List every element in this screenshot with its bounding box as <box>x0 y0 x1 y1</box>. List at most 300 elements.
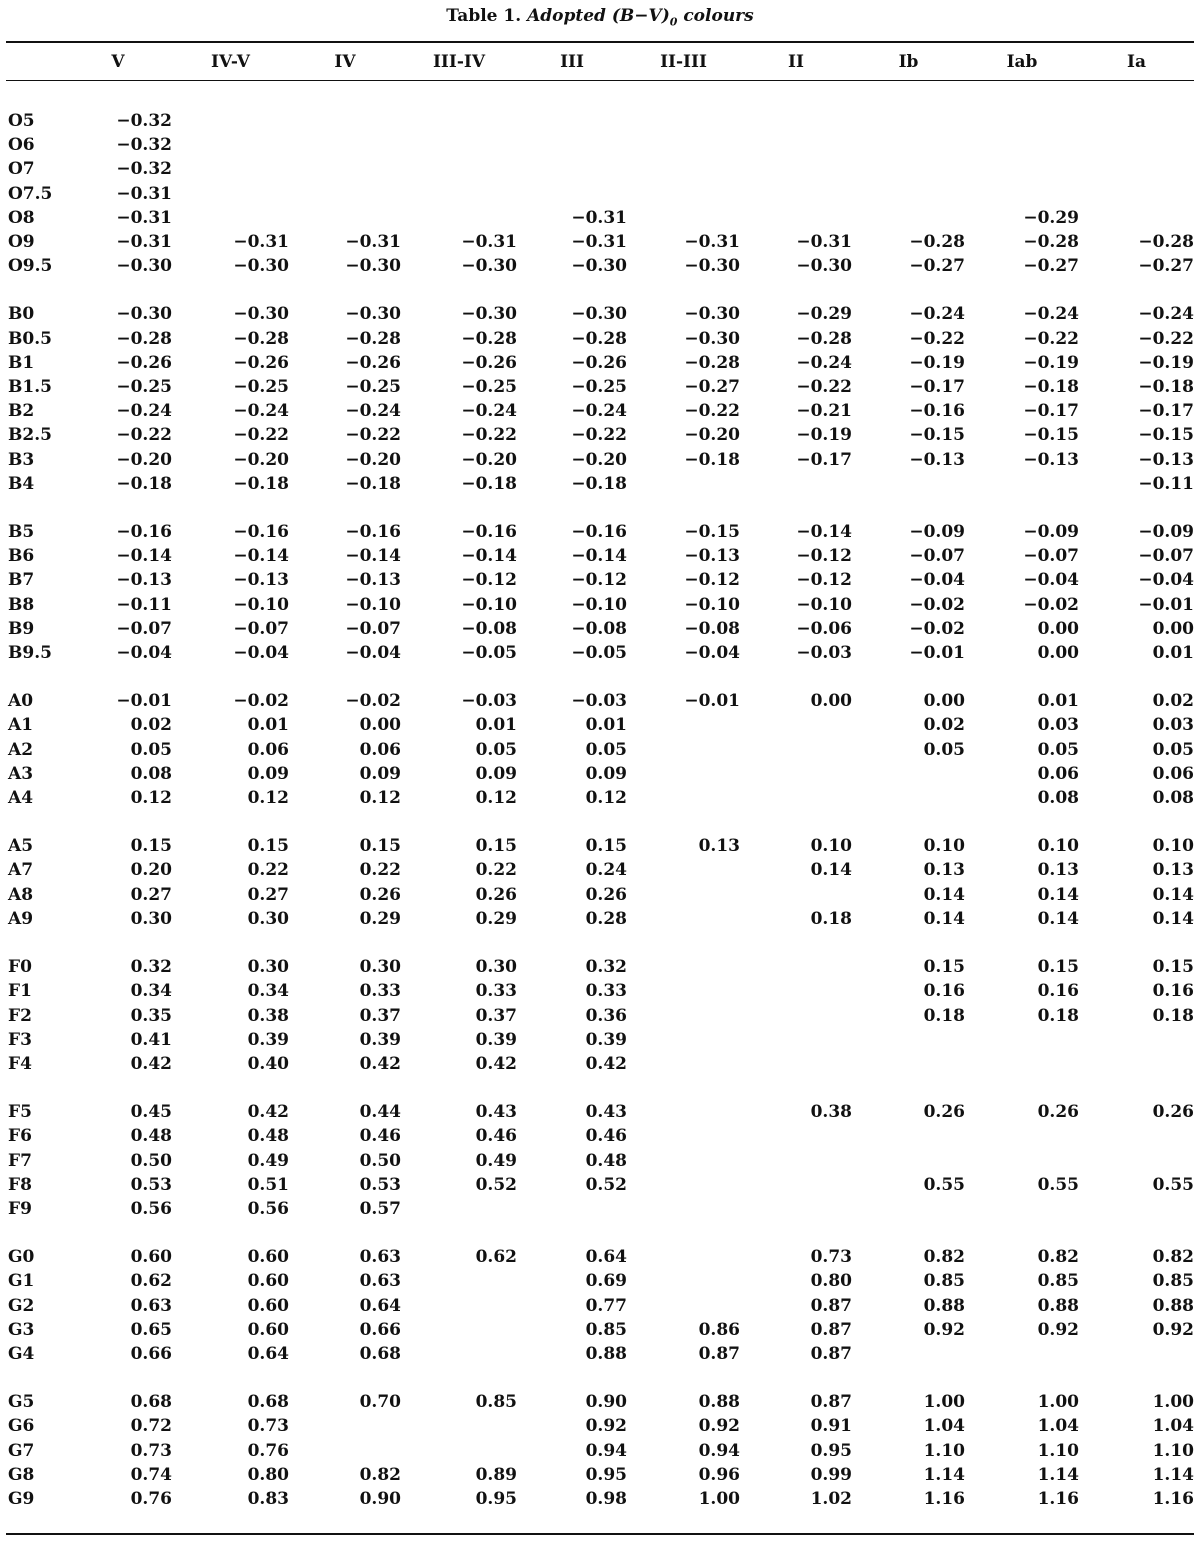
colour-value-cell: 0.22 <box>359 860 401 881</box>
colour-value-cell <box>401 1269 517 1293</box>
spectral-type-cell: B1.5 <box>8 377 52 398</box>
colour-value-cell <box>740 883 852 907</box>
colour-value-cell: −0.12 <box>796 546 852 567</box>
spectral-type-cell: B7 <box>8 570 35 591</box>
colour-value-cell: −0.13 <box>116 570 172 591</box>
colour-value-cell: 0.30 <box>247 957 289 978</box>
colour-value-cell: −0.30 <box>684 256 740 277</box>
colour-value-cell: 0.39 <box>359 1029 401 1050</box>
colour-value-cell: 0.26 <box>585 884 627 905</box>
colour-value-cell: −0.04 <box>909 570 965 591</box>
colour-value-cell <box>740 1173 852 1197</box>
spectral-type-cell: A1 <box>8 715 34 736</box>
colour-value-cell: 0.15 <box>923 957 965 978</box>
colour-value-cell: −0.16 <box>233 522 289 543</box>
colour-value-cell: −0.22 <box>345 425 401 446</box>
spectral-type-cell: G5 <box>8 1392 35 1413</box>
colour-value-cell: −0.25 <box>233 377 289 398</box>
table-row <box>6 979 1194 1003</box>
colour-value-cell: −0.02 <box>909 618 965 639</box>
colour-value-cell: −0.18 <box>116 473 172 494</box>
colour-value-cell: 0.28 <box>585 908 627 929</box>
group-spacer <box>6 80 1194 109</box>
colour-value-cell <box>965 182 1079 206</box>
table-row <box>6 157 1194 181</box>
colour-value-cell: 0.05 <box>130 739 172 760</box>
colour-value-cell: 0.92 <box>585 1416 627 1437</box>
colour-value-cell <box>627 955 740 979</box>
colour-value-cell: −0.27 <box>1023 256 1079 277</box>
colour-value-cell: 0.06 <box>247 739 289 760</box>
colour-value-cell: −0.19 <box>1023 352 1079 373</box>
colour-value-cell: −0.24 <box>1138 304 1194 325</box>
colour-value-cell: 0.05 <box>1152 739 1194 760</box>
colour-value-cell: −0.30 <box>116 304 172 325</box>
spectral-type-cell: F6 <box>8 1126 32 1147</box>
spectral-type-cell: O7 <box>8 159 35 180</box>
colour-value-cell: 0.56 <box>130 1198 172 1219</box>
colour-value-cell: 0.15 <box>1152 957 1194 978</box>
colour-value-cell <box>852 1149 965 1173</box>
colour-value-cell: −0.27 <box>1138 256 1194 277</box>
table-row <box>6 1463 1194 1487</box>
colour-value-cell <box>627 1173 740 1197</box>
colour-value-cell: 0.14 <box>810 860 852 881</box>
colour-value-cell: −0.02 <box>909 594 965 615</box>
colour-value-cell: 0.87 <box>810 1392 852 1413</box>
colour-value-cell: −0.02 <box>233 691 289 712</box>
colour-value-cell: 0.42 <box>359 1053 401 1074</box>
colour-value-cell: 0.18 <box>1037 1005 1079 1026</box>
colour-value-cell <box>289 157 401 181</box>
colour-value-cell: 1.10 <box>923 1440 965 1461</box>
colour-value-cell: 0.01 <box>475 715 517 736</box>
colour-value-cell: 0.06 <box>1152 763 1194 784</box>
colour-value-cell: −0.10 <box>461 594 517 615</box>
table-row <box>6 883 1194 907</box>
colour-value-cell: −0.26 <box>571 352 627 373</box>
colour-value-cell <box>289 1414 401 1438</box>
caption-suffix: colours <box>683 6 754 26</box>
colour-value-cell: 0.18 <box>810 908 852 929</box>
colour-value-cell <box>627 1294 740 1318</box>
colour-value-cell: −0.03 <box>571 691 627 712</box>
colour-value-cell: 0.27 <box>247 884 289 905</box>
table-row <box>6 1028 1194 1052</box>
colour-value-cell: 0.85 <box>1037 1271 1079 1292</box>
colour-value-cell: 0.92 <box>923 1319 965 1340</box>
colour-value-cell: 0.29 <box>359 908 401 929</box>
colour-value-cell: −0.14 <box>461 546 517 567</box>
colour-value-cell: 0.08 <box>1037 788 1079 809</box>
colour-value-cell: −0.29 <box>796 304 852 325</box>
colour-value-cell: −0.31 <box>116 207 172 228</box>
colour-value-cell <box>1079 1052 1194 1076</box>
colour-value-cell <box>627 472 740 496</box>
spectral-type-cell: G3 <box>8 1319 35 1340</box>
colour-value-cell: −0.28 <box>233 328 289 349</box>
colour-value-cell: −0.14 <box>796 522 852 543</box>
colour-value-cell: 0.82 <box>923 1247 965 1268</box>
colour-value-cell: −0.32 <box>116 159 172 180</box>
colour-value-cell <box>627 762 740 786</box>
colour-value-cell: 0.01 <box>585 715 627 736</box>
column-header-iii-iv: III-IV <box>432 51 486 72</box>
colour-value-cell: −0.22 <box>233 425 289 446</box>
group-spacer <box>6 810 1194 834</box>
colour-value-cell: 1.00 <box>923 1392 965 1413</box>
colour-value-cell: −0.05 <box>571 643 627 664</box>
colour-value-cell: 0.99 <box>810 1464 852 1485</box>
table-row <box>6 327 1194 351</box>
table-row <box>6 375 1194 399</box>
colour-value-cell: 0.13 <box>923 860 965 881</box>
spectral-type-cell: G6 <box>8 1416 35 1437</box>
colour-value-cell <box>1079 1028 1194 1052</box>
colour-value-cell: 0.09 <box>585 763 627 784</box>
colour-value-cell: −0.28 <box>571 328 627 349</box>
colour-value-cell: 0.94 <box>585 1440 627 1461</box>
colour-value-cell: −0.22 <box>571 425 627 446</box>
colour-value-cell: 0.86 <box>698 1319 740 1340</box>
colour-value-cell: 0.43 <box>585 1102 627 1123</box>
colour-value-cell: −0.16 <box>345 522 401 543</box>
spectral-type-cell: F4 <box>8 1053 32 1074</box>
colour-value-cell: −0.08 <box>571 618 627 639</box>
colour-value-cell <box>852 762 965 786</box>
colour-value-cell <box>1079 182 1194 206</box>
colour-value-cell: −0.12 <box>796 570 852 591</box>
colour-value-cell: −0.30 <box>116 256 172 277</box>
colour-value-cell <box>965 1028 1079 1052</box>
colour-value-cell <box>627 738 740 762</box>
colour-value-cell: −0.28 <box>1138 232 1194 253</box>
colour-value-cell: −0.18 <box>684 449 740 470</box>
colour-value-cell: −0.12 <box>461 570 517 591</box>
table-row <box>6 1149 1194 1173</box>
colour-value-cell: −0.31 <box>345 232 401 253</box>
colour-value-cell: 0.14 <box>1152 884 1194 905</box>
colour-value-cell <box>627 979 740 1003</box>
spectral-type-cell: F1 <box>8 981 32 1002</box>
spectral-type-cell: F5 <box>8 1102 32 1123</box>
colour-value-cell <box>627 1269 740 1293</box>
colour-value-cell: −0.16 <box>571 522 627 543</box>
colour-value-cell: 0.15 <box>359 836 401 857</box>
colour-value-cell: −0.20 <box>684 425 740 446</box>
colour-value-cell <box>740 182 852 206</box>
colour-value-cell: 0.10 <box>810 836 852 857</box>
colour-value-cell: 0.29 <box>475 908 517 929</box>
colour-value-cell: 0.62 <box>475 1247 517 1268</box>
colour-value-cell: 0.73 <box>810 1247 852 1268</box>
colour-value-cell: 0.64 <box>247 1343 289 1364</box>
colour-value-cell: −0.28 <box>796 328 852 349</box>
colour-value-cell: 0.89 <box>475 1464 517 1485</box>
group-spacer <box>6 278 1194 302</box>
spectral-type-cell: O9.5 <box>8 256 53 277</box>
colour-value-cell: −0.30 <box>345 304 401 325</box>
colour-value-cell: −0.13 <box>1023 449 1079 470</box>
colour-value-cell: −0.10 <box>571 594 627 615</box>
spectral-type-cell: A3 <box>8 763 34 784</box>
colour-value-cell: −0.28 <box>345 328 401 349</box>
spectral-type-cell: G8 <box>8 1464 35 1485</box>
colour-value-cell: 0.82 <box>359 1464 401 1485</box>
colour-value-cell: 1.04 <box>923 1416 965 1437</box>
colour-value-cell: −0.17 <box>796 449 852 470</box>
colour-value-cell: −0.04 <box>233 643 289 664</box>
colour-value-cell <box>1079 1149 1194 1173</box>
colour-value-cell <box>740 786 852 810</box>
colour-value-cell: −0.01 <box>1138 594 1194 615</box>
colour-value-cell: 0.83 <box>247 1488 289 1509</box>
colour-value-cell <box>401 1414 517 1438</box>
colour-value-cell: 0.63 <box>359 1247 401 1268</box>
colour-value-cell: −0.12 <box>571 570 627 591</box>
colour-value-cell: −0.19 <box>1138 352 1194 373</box>
colour-value-cell <box>627 786 740 810</box>
caption-subscript: 0 <box>669 15 678 29</box>
colour-value-cell: 0.00 <box>810 691 852 712</box>
table-row <box>6 641 1194 665</box>
colour-value-cell <box>401 206 517 230</box>
colour-value-cell: 0.37 <box>475 1005 517 1026</box>
colour-value-cell: −0.25 <box>116 377 172 398</box>
colour-value-cell: 0.02 <box>130 715 172 736</box>
colour-value-cell <box>1079 1342 1194 1366</box>
colour-value-cell: 0.06 <box>1037 763 1079 784</box>
colour-value-cell: −0.24 <box>796 352 852 373</box>
colour-value-cell <box>852 1052 965 1076</box>
colour-value-cell <box>852 133 965 157</box>
colour-value-cell: 0.87 <box>698 1343 740 1364</box>
colour-value-cell: −0.22 <box>1023 328 1079 349</box>
colour-value-cell: −0.31 <box>571 232 627 253</box>
colour-value-cell <box>740 955 852 979</box>
colour-value-cell: 0.62 <box>130 1271 172 1292</box>
colour-value-cell: −0.27 <box>909 256 965 277</box>
colour-value-cell <box>965 133 1079 157</box>
colour-value-cell <box>740 1124 852 1148</box>
colour-value-cell <box>401 1197 517 1221</box>
colour-value-cell <box>965 1197 1079 1221</box>
colour-value-cell: −0.07 <box>116 618 172 639</box>
colour-value-cell: 0.05 <box>923 739 965 760</box>
table-row <box>6 1269 1194 1293</box>
colour-value-cell: −0.32 <box>116 135 172 156</box>
colour-value-cell: 0.92 <box>698 1416 740 1437</box>
colour-value-cell: 0.02 <box>1152 691 1194 712</box>
spectral-type-cell: B2.5 <box>8 425 52 446</box>
colour-value-cell <box>172 133 289 157</box>
colour-value-cell: 0.74 <box>130 1464 172 1485</box>
colour-value-cell: 0.42 <box>585 1053 627 1074</box>
colour-value-cell: 0.37 <box>359 1005 401 1026</box>
colour-value-cell: 0.00 <box>1152 618 1194 639</box>
colour-value-cell: −0.03 <box>461 691 517 712</box>
table-row <box>6 689 1194 713</box>
group-spacer <box>6 1366 1194 1390</box>
colour-value-cell <box>965 1052 1079 1076</box>
colour-value-cell: −0.30 <box>571 304 627 325</box>
group-spacer <box>6 931 1194 955</box>
table-row <box>6 1245 1194 1269</box>
colour-value-cell: 0.14 <box>1152 908 1194 929</box>
colour-value-cell: 0.03 <box>1037 715 1079 736</box>
colour-value-cell: 0.66 <box>359 1319 401 1340</box>
colour-value-cell: 0.13 <box>1152 860 1194 881</box>
colour-value-cell <box>172 109 289 133</box>
table-row <box>6 133 1194 157</box>
colour-value-cell: 0.05 <box>475 739 517 760</box>
colour-value-cell: 0.32 <box>130 957 172 978</box>
colour-value-cell: −0.22 <box>909 328 965 349</box>
colour-value-cell <box>965 1342 1079 1366</box>
spectral-type-cell: B1 <box>8 352 35 373</box>
colour-value-cell: 0.85 <box>475 1392 517 1413</box>
colour-value-cell: 0.15 <box>585 836 627 857</box>
spectral-type-cell: A5 <box>8 836 34 857</box>
colour-value-cell: 0.90 <box>585 1392 627 1413</box>
colour-value-cell: −0.17 <box>909 377 965 398</box>
colour-value-cell: −0.25 <box>571 377 627 398</box>
spectral-type-cell: G7 <box>8 1440 35 1461</box>
table-row <box>6 302 1194 326</box>
colour-value-cell: 0.72 <box>130 1416 172 1437</box>
colour-value-cell: 0.12 <box>585 788 627 809</box>
colour-value-cell: 0.68 <box>130 1392 172 1413</box>
colour-value-cell: −0.22 <box>684 401 740 422</box>
colour-value-cell <box>1079 157 1194 181</box>
column-header-ii-iii: II-III <box>660 51 707 72</box>
colour-value-cell: 0.10 <box>923 836 965 857</box>
colour-value-cell: −0.18 <box>1023 377 1079 398</box>
colour-value-cell: −0.31 <box>571 207 627 228</box>
table-row <box>6 568 1194 592</box>
colour-value-cell: 0.91 <box>810 1416 852 1437</box>
colour-value-cell: 0.09 <box>475 763 517 784</box>
colour-value-cell: 0.38 <box>247 1005 289 1026</box>
spectral-type-cell: B4 <box>8 473 35 494</box>
colour-value-cell: −0.26 <box>461 352 517 373</box>
colour-value-cell: 0.14 <box>923 908 965 929</box>
colour-value-cell <box>852 109 965 133</box>
colour-value-cell <box>1079 1197 1194 1221</box>
colour-value-cell: −0.24 <box>461 401 517 422</box>
colour-value-cell: 1.10 <box>1037 1440 1079 1461</box>
spectral-type-cell: G9 <box>8 1488 35 1509</box>
colour-value-cell <box>627 1052 740 1076</box>
colour-value-cell <box>627 713 740 737</box>
colour-value-cell: −0.11 <box>116 594 172 615</box>
spectral-type-cell: B6 <box>8 546 35 567</box>
colour-value-cell: −0.11 <box>1138 473 1194 494</box>
table-row <box>6 1294 1194 1318</box>
colour-value-cell: 0.92 <box>1037 1319 1079 1340</box>
colour-value-cell: 0.56 <box>247 1198 289 1219</box>
spectral-type-cell: B3 <box>8 449 35 470</box>
colour-value-cell: 0.12 <box>475 788 517 809</box>
colour-value-cell: 1.16 <box>1152 1488 1194 1509</box>
colour-value-cell: −0.04 <box>1023 570 1079 591</box>
colour-value-cell <box>965 472 1079 496</box>
colour-value-cell <box>627 883 740 907</box>
colour-value-cell: 0.96 <box>698 1464 740 1485</box>
colour-value-cell: 0.63 <box>359 1271 401 1292</box>
colour-value-cell <box>740 1028 852 1052</box>
colour-value-cell <box>1079 109 1194 133</box>
colour-value-cell: 0.46 <box>475 1126 517 1147</box>
colour-value-cell <box>401 1294 517 1318</box>
column-header-iii: III <box>560 51 584 72</box>
colour-value-cell: 0.00 <box>923 691 965 712</box>
colour-value-cell <box>740 762 852 786</box>
table-row <box>6 423 1194 447</box>
colour-value-cell: −0.07 <box>1023 546 1079 567</box>
colour-value-cell: 0.01 <box>247 715 289 736</box>
colour-value-cell: −0.26 <box>233 352 289 373</box>
colour-value-cell <box>401 109 517 133</box>
colour-value-cell: −0.07 <box>345 618 401 639</box>
colour-value-cell: −0.08 <box>684 618 740 639</box>
table-row <box>6 1052 1194 1076</box>
colour-value-cell: 0.92 <box>1152 1319 1194 1340</box>
spectral-type-cell: G2 <box>8 1295 35 1316</box>
colour-value-cell: 0.26 <box>475 884 517 905</box>
table-row <box>6 448 1194 472</box>
table-row <box>6 1390 1194 1414</box>
colour-value-cell: 0.85 <box>585 1319 627 1340</box>
colour-value-cell: −0.30 <box>796 256 852 277</box>
colour-value-cell <box>627 1028 740 1052</box>
colour-value-cell: 0.48 <box>585 1150 627 1171</box>
table-row <box>6 351 1194 375</box>
colour-value-cell: −0.28 <box>909 232 965 253</box>
colour-value-cell: 0.05 <box>585 739 627 760</box>
colour-value-cell: 0.49 <box>475 1150 517 1171</box>
colour-value-cell <box>740 1052 852 1076</box>
colour-value-cell <box>627 182 740 206</box>
colour-value-cell: 0.39 <box>475 1029 517 1050</box>
colour-value-cell <box>627 1004 740 1028</box>
colour-value-cell: 0.30 <box>475 957 517 978</box>
colour-value-cell <box>740 738 852 762</box>
colour-value-cell: 0.34 <box>130 981 172 1002</box>
table-row <box>6 472 1194 496</box>
colour-value-cell: −0.17 <box>1138 401 1194 422</box>
column-header-ii: II <box>788 51 804 72</box>
colour-value-cell: −0.09 <box>909 522 965 543</box>
colour-value-cell: −0.18 <box>1138 377 1194 398</box>
table-row <box>6 206 1194 230</box>
table-row <box>6 230 1194 254</box>
colour-value-cell <box>965 109 1079 133</box>
colour-value-cell <box>289 133 401 157</box>
colour-value-cell: 0.57 <box>359 1198 401 1219</box>
colour-value-cell: −0.22 <box>461 425 517 446</box>
colour-value-cell: 0.52 <box>475 1174 517 1195</box>
colour-value-cell: −0.05 <box>461 643 517 664</box>
colour-value-cell: −0.32 <box>116 111 172 131</box>
spectral-type-cell: B2 <box>8 401 35 422</box>
colour-value-cell: −0.20 <box>461 449 517 470</box>
colour-value-cell: 1.14 <box>1152 1464 1194 1485</box>
colour-value-cell <box>172 206 289 230</box>
spectral-type-cell: F3 <box>8 1029 32 1050</box>
colour-value-cell: 0.18 <box>1152 1005 1194 1026</box>
colour-value-cell: 0.02 <box>923 715 965 736</box>
